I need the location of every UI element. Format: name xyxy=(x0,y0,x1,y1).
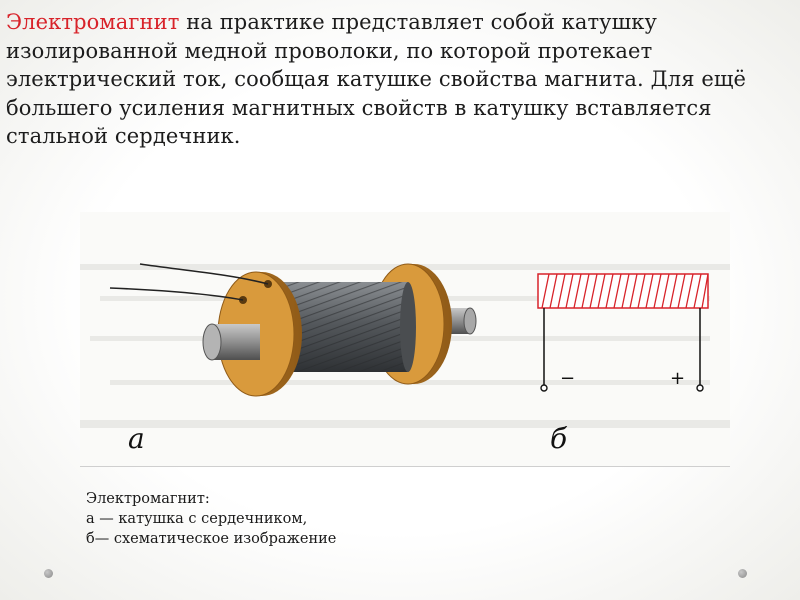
corner-dot-bottom-left xyxy=(44,569,53,578)
caption-line-1: Электромагнит: xyxy=(86,491,210,507)
caption-line-3: б— схематическое изображение xyxy=(86,531,337,547)
plus-terminal-label: + xyxy=(670,368,686,389)
main-text-body: на практике представляет собой катушку изолированной медной проволоки, по которой протекает электрический ток, сообщая катушке свойства магнита. Для ещё большего усиления магнитных свойств в катушку вставляется стальной сердечник. xyxy=(6,10,747,148)
electromagnet-figure xyxy=(80,212,730,467)
steel-core-left xyxy=(203,324,260,360)
label-a: а xyxy=(128,422,145,455)
corner-dot-bottom-right xyxy=(738,569,747,578)
figure-caption xyxy=(86,489,336,549)
minus-terminal-label: − xyxy=(560,368,576,389)
caption-line-2: а — катушка с сердечником, xyxy=(86,511,308,527)
main-text xyxy=(6,8,786,151)
label-b: б xyxy=(550,422,568,455)
electromagnet-illustration xyxy=(80,212,730,466)
highlight-term: Электромагнит xyxy=(6,10,180,34)
